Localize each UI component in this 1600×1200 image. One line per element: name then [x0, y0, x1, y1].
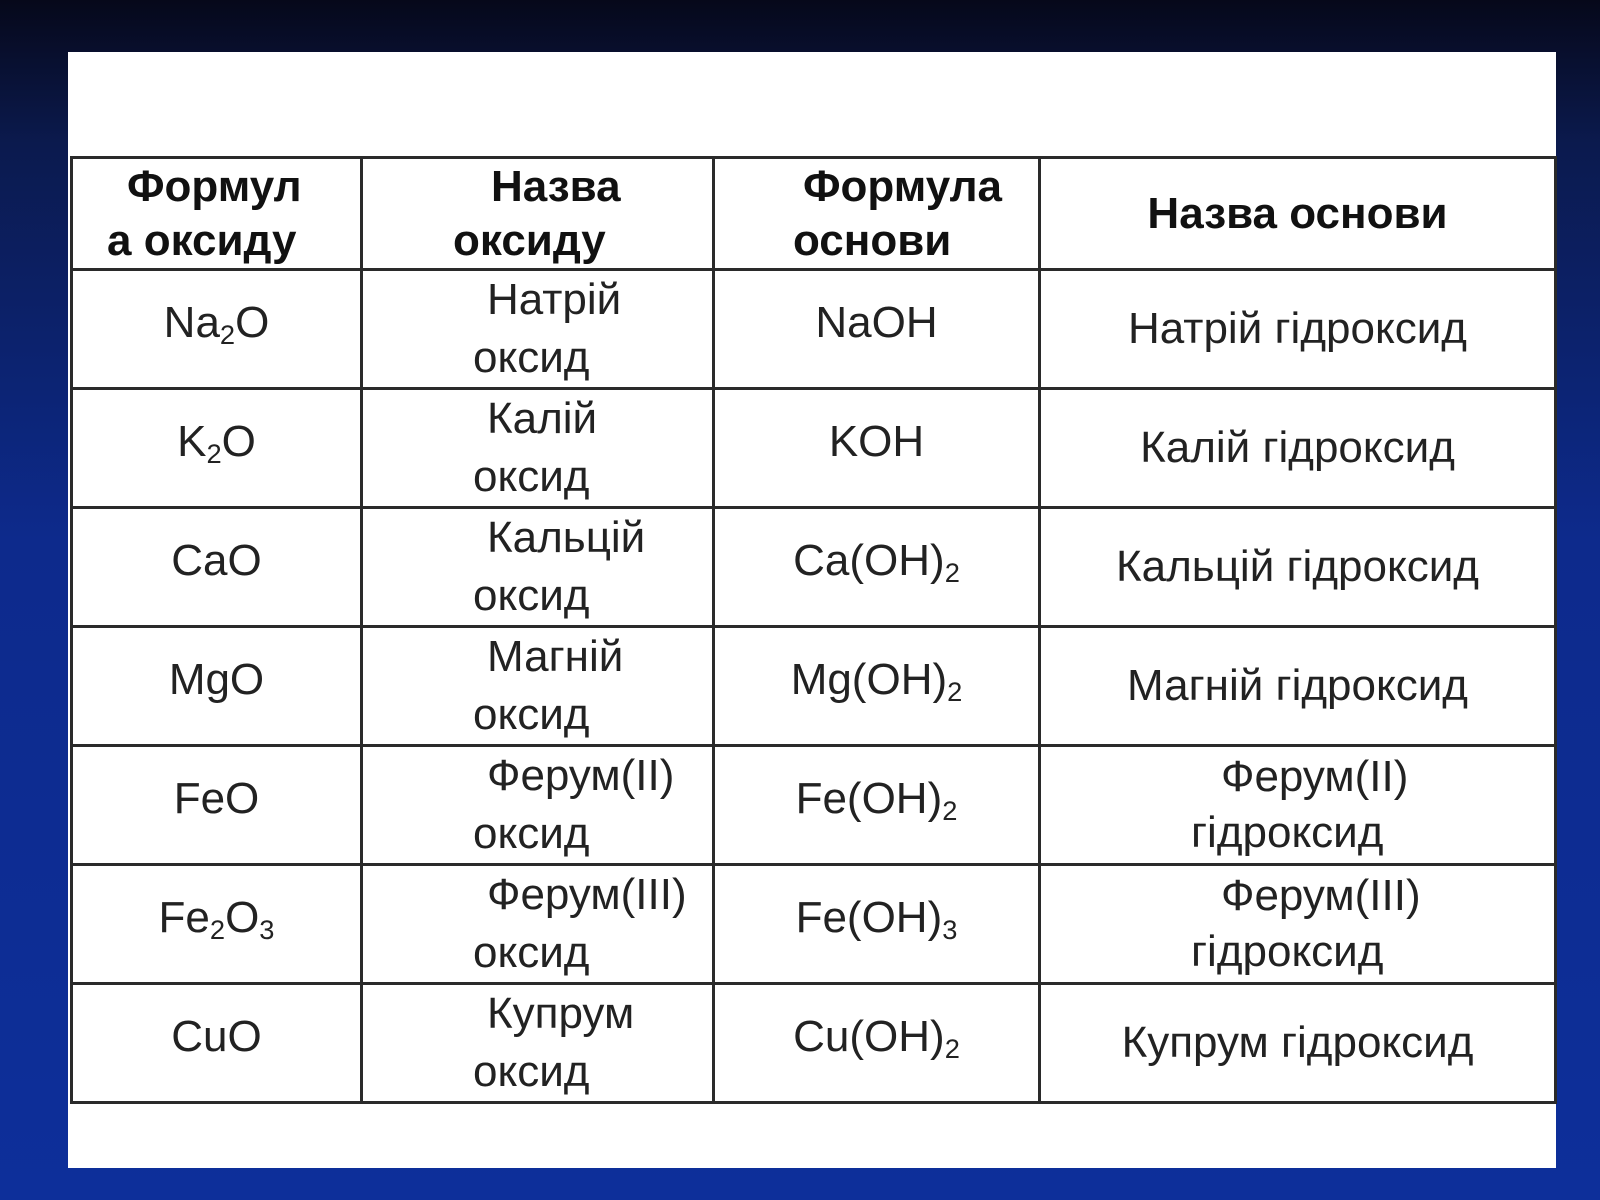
base-formula-sub: 2 [942, 794, 958, 826]
oxide-formula-main: MgO [168, 655, 265, 705]
table-row [72, 627, 1556, 746]
oxide-formula-main: CuO [171, 1012, 262, 1062]
base-name-text: Калій гідроксид [1140, 423, 1455, 472]
base-name-line2: гідроксид [1191, 927, 1384, 976]
header-formula-oxide [72, 158, 362, 270]
base-formula-cell [714, 984, 1040, 1103]
oxide-formula-cell [72, 627, 362, 746]
slide-panel [68, 52, 1556, 1168]
base-name-cell [1040, 984, 1556, 1103]
oxide-name-cell [362, 508, 714, 627]
oxide-formula-tail: O [221, 417, 256, 467]
base-name-line1: Ферум(ІІ) [1221, 752, 1409, 801]
oxide-name-cell [362, 865, 714, 984]
header-name-oxide [362, 158, 714, 270]
base-formula-main: Mg(OH) [790, 655, 948, 705]
base-formula-sub: 3 [942, 913, 958, 945]
oxide-formula-main: Na [163, 298, 220, 348]
base-formula-cell [714, 865, 1040, 984]
base-name-cell [1040, 270, 1556, 389]
oxide-name-line1: Ферум(ІІ) [487, 751, 675, 800]
base-formula-sub: 2 [944, 556, 960, 588]
base-formula-main: NaOH [815, 298, 938, 348]
oxide-name-line2: оксид [473, 1047, 590, 1096]
base-formula-main: Fe(OH) [795, 774, 943, 824]
header-formula-oxide-line1: Формул [127, 161, 302, 211]
oxide-formula-sub2: 3 [259, 913, 275, 945]
oxide-name-cell [362, 389, 714, 508]
oxide-formula-main: FeO [173, 774, 260, 824]
oxide-formula-cell [72, 389, 362, 508]
oxide-name-line2: оксид [473, 690, 590, 739]
oxide-formula-cell [72, 746, 362, 865]
table-header-row [72, 158, 1556, 270]
base-name-cell [1040, 746, 1556, 865]
oxide-name-cell [362, 270, 714, 389]
oxides-bases-table [70, 156, 1557, 1104]
oxide-formula-main: K [177, 417, 207, 467]
oxide-formula-sub1: 2 [209, 913, 226, 945]
oxide-formula-cell [72, 865, 362, 984]
table-body [72, 270, 1556, 1103]
base-name-text: Кальцій гідроксид [1116, 542, 1479, 591]
header-formula-oxide-line2: а оксиду [107, 215, 297, 265]
table-row [72, 270, 1556, 389]
base-name-cell [1040, 627, 1556, 746]
base-formula-sub: 2 [947, 675, 963, 707]
header-formula-base-line2: основи [793, 215, 952, 265]
base-name-line1: Ферум(ІІІ) [1221, 871, 1421, 920]
oxide-name-line1: Магній [487, 632, 624, 681]
oxide-formula-main: Fe [158, 893, 210, 943]
table-row [72, 746, 1556, 865]
oxide-formula-sub1: 2 [206, 437, 222, 469]
oxide-name-line1: Ферум(ІІІ) [487, 870, 687, 919]
oxide-formula-tail: O [225, 893, 260, 943]
oxide-name-line2: оксид [473, 333, 590, 382]
header-name-oxide-line1: Назва [491, 161, 621, 211]
oxide-formula-cell [72, 984, 362, 1103]
oxide-name-line2: оксид [473, 928, 590, 977]
oxide-name-line1: Купрум [487, 989, 635, 1038]
base-formula-main: Cu(OH) [793, 1012, 945, 1062]
oxide-formula-cell [72, 508, 362, 627]
base-name-line2: гідроксид [1191, 808, 1384, 857]
table-row [72, 389, 1556, 508]
oxide-name-line1: Калій [487, 394, 598, 443]
base-formula-cell [714, 508, 1040, 627]
table-row [72, 984, 1556, 1103]
header-name-oxide-line2: оксиду [453, 215, 606, 265]
base-name-text: Купрум гідроксид [1121, 1018, 1474, 1067]
base-name-cell [1040, 865, 1556, 984]
oxide-name-cell [362, 984, 714, 1103]
oxide-name-line2: оксид [473, 809, 590, 858]
oxide-name-line1: Натрій [487, 275, 622, 324]
table-row [72, 508, 1556, 627]
oxide-formula-cell [72, 270, 362, 389]
base-formula-cell [714, 389, 1040, 508]
base-formula-sub: 2 [944, 1032, 960, 1064]
base-formula-cell [714, 270, 1040, 389]
oxide-formula-sub1: 2 [219, 318, 236, 350]
base-name-text: Магній гідроксид [1127, 661, 1468, 710]
base-formula-main: KOH [828, 417, 925, 467]
oxide-formula-main: CaO [171, 536, 262, 586]
base-name-text: Натрій гідроксид [1128, 304, 1467, 353]
oxide-name-cell [362, 627, 714, 746]
base-formula-main: Fe(OH) [795, 893, 943, 943]
oxide-name-line2: оксид [473, 571, 590, 620]
header-formula-base [714, 158, 1040, 270]
table-row [72, 865, 1556, 984]
oxide-name-line1: Кальцій [487, 513, 646, 562]
header-formula-base-line1: Формула [803, 161, 1003, 211]
header-name-base: Назва основи [1040, 158, 1556, 270]
oxide-name-cell [362, 746, 714, 865]
base-formula-cell [714, 627, 1040, 746]
base-formula-main: Ca(OH) [793, 536, 945, 586]
base-name-cell [1040, 389, 1556, 508]
base-formula-cell [714, 746, 1040, 865]
oxide-name-line2: оксид [473, 452, 590, 501]
base-name-cell [1040, 508, 1556, 627]
oxide-formula-tail: O [235, 298, 270, 348]
